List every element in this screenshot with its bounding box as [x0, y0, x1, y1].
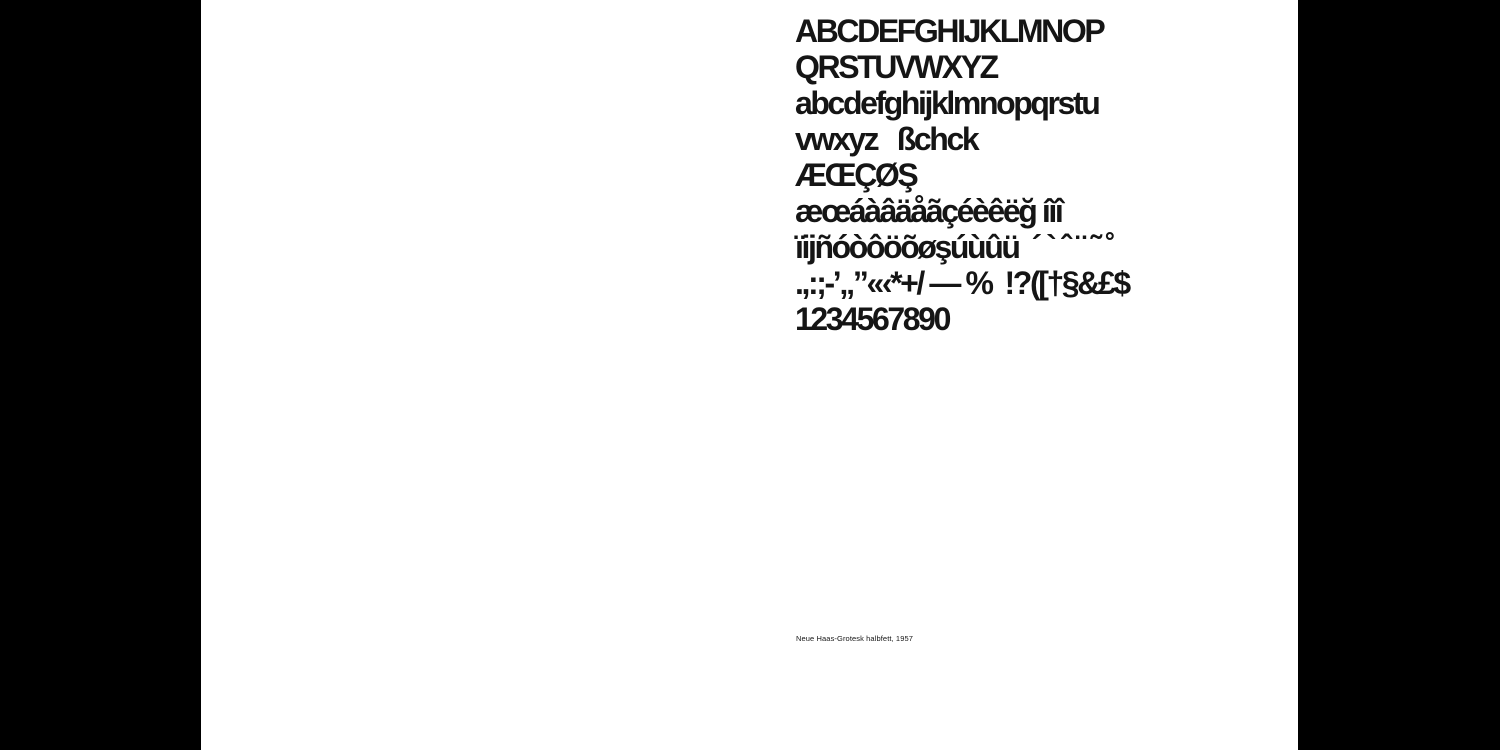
specimen-line-punctuation: .,:;-’„”«‹*+/ — % !?([†§&£$	[795, 265, 1129, 301]
specimen-line-lowercase-1: abcdefghijklmnopqrstu	[795, 85, 1099, 121]
specimen-line-uppercase-1: ABCDEFGHIJKLMNOP	[795, 13, 1104, 49]
specimen-line-uppercase-accents: ÆŒÇØŞ	[795, 157, 917, 193]
specimen-line-uppercase-2: QRSTUVWXYZ	[795, 49, 997, 85]
glyph-specimen-block	[795, 13, 1215, 337]
specimen-line-lowercase-accents-1: æœáàâäåãçéèêëğ íìî	[795, 193, 1062, 229]
specimen-line-numerals: 1234567890	[795, 301, 949, 337]
specimen-line-lowercase-2: vwxyz ßchck	[795, 121, 978, 157]
specimen-page	[201, 0, 1298, 750]
specimen-line-lowercase-accents-2: ïijñóòôöõøşúùûü ´ ` ˆ ¨ ˜ ˚	[795, 229, 1114, 265]
specimen-caption: Neue Haas-Grotesk halbfett, 1957	[796, 634, 914, 643]
